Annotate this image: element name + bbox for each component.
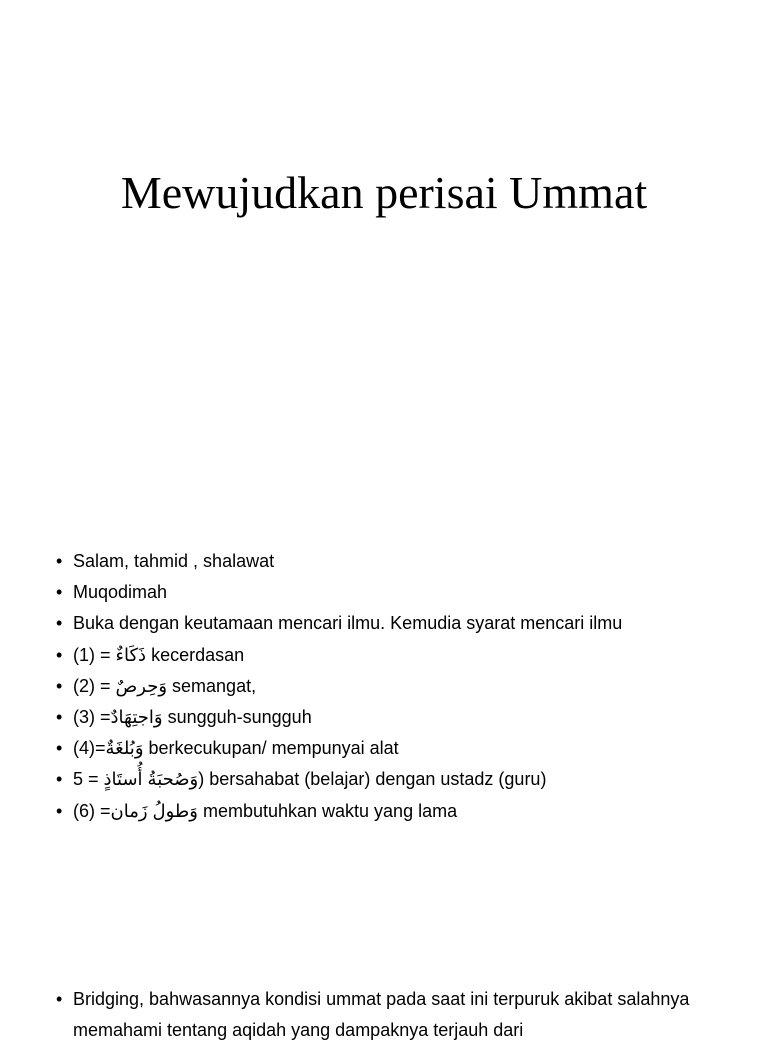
bullet-item: • Muqodimah (56, 577, 622, 608)
slide-bridging-page (0, 968, 768, 1041)
bullet-item: • (3) =وَاجتِهَادٌ sungguh-sungguh (56, 702, 622, 733)
bullet-item: • (4)=وَبُلغَةٌ berkecukupan/ mempunyai alat (56, 733, 622, 764)
bullet-item: • Buka dengan keutamaan mencari ilmu. Kemudia syarat mencari ilmu (56, 608, 622, 639)
bullet-item: • (1) = ذَكَاءٌ kecerdasan (56, 640, 622, 671)
bullet-item: • (2) = وَحِرصٌ semangat, (56, 671, 622, 702)
slide-content-page (0, 528, 768, 968)
slide-title: Mewujudkan perisai Ummat (120, 167, 648, 218)
bullet-list (56, 546, 622, 827)
bullet-item: • (6) =وَطولُ زَمان membutuhkan waktu yang lama (56, 796, 622, 827)
bullet-list (56, 984, 733, 1046)
bullet-item: • Bridging, bahwasannya kondisi ummat pada saat ini terpuruk akibat salahnya memahami tentang aqidah yang dampaknya terjauh dari (56, 984, 733, 1046)
bullet-item: • Salam, tahmid , shalawat (56, 546, 622, 577)
bullet-item: • 5 = وَصُحبَةُ أُستَاذٍ) bersahabat (belajar) dengan ustadz (guru) (56, 764, 622, 795)
